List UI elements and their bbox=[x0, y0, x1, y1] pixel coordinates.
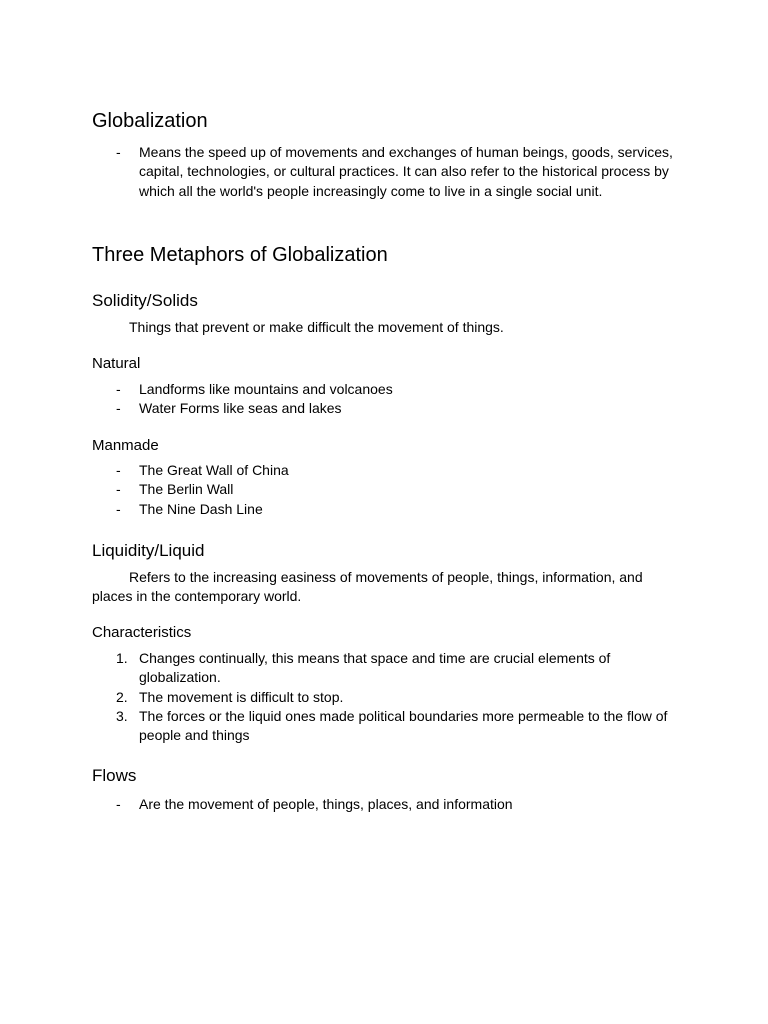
list-item bbox=[92, 688, 684, 707]
heading-globalization: Globalization bbox=[92, 110, 208, 132]
list-item bbox=[92, 649, 684, 688]
list-item-text: Means the speed up of movements and exchanges of human beings, goods, services, capital, technologies, or cultural practices. It can also refer to the historical process by which all the world's people increasingly come to live in a single social unit. bbox=[139, 144, 673, 199]
list-marker: 3. bbox=[116, 707, 128, 724]
list-item-text: Are the movement of people, things, places, and information bbox=[139, 796, 513, 812]
list-marker: - bbox=[116, 400, 121, 417]
list-item bbox=[92, 500, 684, 519]
list-marker: 2. bbox=[116, 688, 128, 705]
heading-natural: Natural bbox=[92, 355, 141, 372]
natural-list bbox=[92, 380, 684, 419]
heading-solidity: Solidity/Solids bbox=[92, 291, 198, 310]
list-item-text: The forces or the liquid ones made political boundaries more permeable to the flow of people and things bbox=[139, 707, 668, 744]
list-item-text: Landforms like mountains and volcanoes bbox=[139, 381, 393, 397]
list-item-text: The movement is difficult to stop. bbox=[139, 688, 344, 705]
heading-three-metaphors: Three Metaphors of Globalization bbox=[92, 244, 388, 266]
flows-list bbox=[92, 795, 684, 814]
list-item-text: The Great Wall of China bbox=[139, 462, 289, 478]
solidity-description: Things that prevent or make difficult the movement of things. bbox=[129, 319, 504, 335]
heading-liquidity: Liquidity/Liquid bbox=[92, 541, 205, 560]
list-marker: - bbox=[116, 144, 121, 160]
list-item bbox=[92, 143, 684, 201]
globalization-list bbox=[92, 143, 684, 201]
heading-manmade: Manmade bbox=[92, 437, 159, 454]
list-item bbox=[92, 461, 684, 480]
list-item bbox=[92, 795, 684, 814]
list-item bbox=[92, 707, 684, 746]
list-item bbox=[92, 380, 684, 399]
heading-characteristics: Characteristics bbox=[92, 624, 192, 641]
list-marker: - bbox=[116, 796, 121, 812]
heading-flows: Flows bbox=[92, 766, 137, 785]
list-marker: - bbox=[116, 381, 121, 397]
liquidity-description: Refers to the increasing easiness of movements of people, things, information, and places in the contemporary world. bbox=[92, 569, 643, 605]
characteristics-list bbox=[92, 649, 684, 745]
manmade-list bbox=[92, 461, 684, 519]
list-marker: - bbox=[116, 462, 121, 478]
list-item-text: Changes continually, this means that space and time are crucial elements of globalization. bbox=[139, 650, 611, 686]
list-item-text: The Nine Dash Line bbox=[139, 500, 263, 517]
list-marker: 1. bbox=[116, 650, 128, 666]
list-item-text: Water Forms like seas and lakes bbox=[139, 400, 342, 417]
list-marker: - bbox=[116, 481, 121, 498]
list-marker: - bbox=[116, 500, 121, 517]
list-item bbox=[92, 399, 684, 418]
list-item bbox=[92, 480, 684, 499]
list-item-text: The Berlin Wall bbox=[139, 481, 234, 498]
